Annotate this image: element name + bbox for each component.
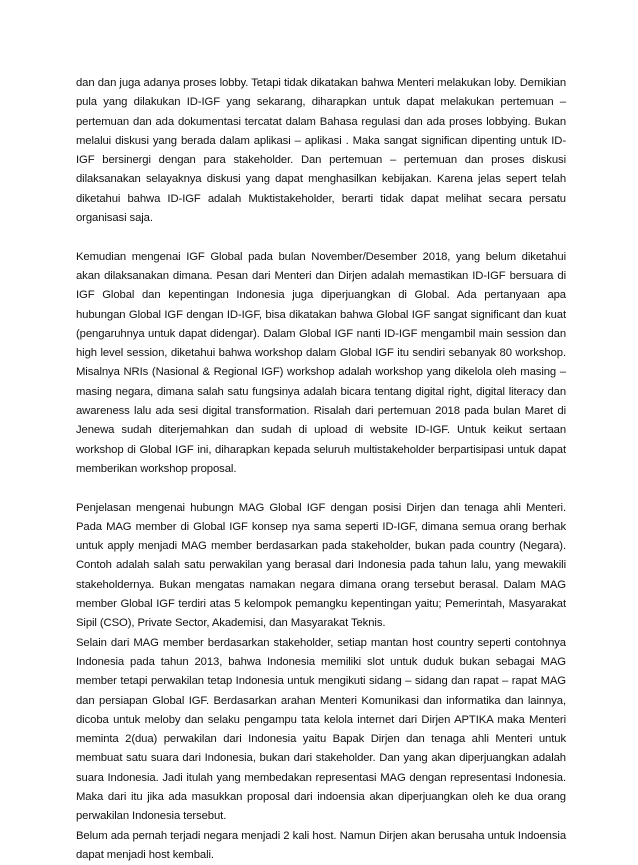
paragraph-mag-explanation: Penjelasan mengenai hubungn MAG Global IGF dengan posisi Dirjen dan tenaga ahli Menteri. Pada MAG member di Global IGF konsep nya sama seperti ID-IGF, dimana semua orang berhak untuk apply menjadi MAG member berdasarkan pada stakeholder, bukan pada country (Negara). Contoh adalah salah satu perwakilan yang berasal dari Indonesia pada tahun lalu, yang mewakili stakeholdernya. Bukan mengatas namakan negara dimana orang tersebut berasal. Dalam MAG member Global IGF terdiri atas 5 kelompok pemangku kepentingan yaitu; Pemerintah, Masyarakat Sipil (CSO), Private Sector, Akademisi, dan Masyarakat Teknis. [76, 501, 566, 630]
paragraph-gap [76, 479, 566, 498]
paragraph-igf-global: Kemudian mengenai IGF Global pada bulan November/Desember 2018, yang belum diketahui akan dilaksanakan dimana. Pesan dari Menteri dan Dirjen adalah memastikan ID-IGF bersuara di IGF Global dan kepentingan Indonesia juga diperjuangkan di Global. Ada pertanyaan apa hubungan Global IGF dengan ID-IGF, bisa dikatakan bahwa Global IGF sangat significant dan kuat (pengaruhnya untuk dapat didengar). Dalam Global IGF nanti ID-IGF mengambil main session dan high level session, diketahui bahwa workshop dalam Global IGF itu sendiri sebanyak 80 workshop. Misalnya NRIs (Nasional & Regional IGF) workshop adalah workshop yang dikelola oleh masing – masing negara, dimana salah satu fungsinya adalah bicara tentang digital right, digital literacy dan awareness lalu ada sesi digital transformation. Risalah dari pertemuan 2018 pada bulan Maret di Jenewa sudah diterjemahkan dan sudah di upload di website ID-IGF. Untuk keikut sertaan workshop di Global IGF ini, diharapkan kepada seluruh multistakeholder berpartisipasi untuk dapat memberikan workshop proposal. [76, 250, 566, 475]
paragraph-host-again: Belum ada pernah terjadi negara menjadi 2 kali host. Namun Dirjen akan berusaha untuk Indoensia dapat menjadi host kembali. [76, 829, 566, 861]
paragraph-gap [76, 228, 566, 247]
paragraph-lobbying: dan dan juga adanya proses lobby. Tetapi tidak dikatakan bahwa Menteri melakukan loby. Demikian pula yang dilakukan ID-IGF yang sekarang, diharapkan untuk dapat melakukan pertemuan – pertemuan dan ada dokumentasi tercatat dalam Bahasa regulasi dan ada proses lobbying. Bukan melalui diskusi yang berada dalam aplikasi – aplikasi . Maka sangat significan dipenting untuk ID-IGF bersinergi dengan para stakeholder. Dan pertemuan – pertemuan dan proses diskusi dilaksanakan selayaknya diskusi yang dapat menghasilkan kebijakan. Karena jelas sepert telah diketahui bahwa ID-IGF adalah Muktistakeholder, berarti tidak dapat melihat secara persatu organisasi saja. [76, 77, 566, 225]
paragraph-host-country: Selain dari MAG member berdasarkan stakeholder, setiap mantan host country seperti contohnya Indonesia pada tahun 2013, bahwa Indonesia memiliki slot untuk duduk bukan sebagai MAG member tetapi perwakilan tetap Indonesia untuk mengikuti sidang – sidang dan rapat – rapat MAG dan persiapan Global IGF. Berdasarkan arahan Menteri Komunikasi dan informatika dan lainnya, dicoba untuk meloby dan selaku pengampu tata kelola internet dari Dirjen APTIKA maka Menteri meminta 2(dua) perwakilan dari Indonesia yaitu Bapak Dirjen dan tenaga ahli Menteri untuk membuat satu suara dari Indonesia, bukan dari stakeholder. Dan yang akan diperjuangkan adalah suara Indonesia. Jadi itulah yang membedakan representasi MAG dengan representasi Indonesia. Maka dari itu jika ada masukkan proposal dari indoensia akan diperjuangkan oleh ke dua orang perwakilan Indonesia tersebut. [76, 636, 566, 823]
